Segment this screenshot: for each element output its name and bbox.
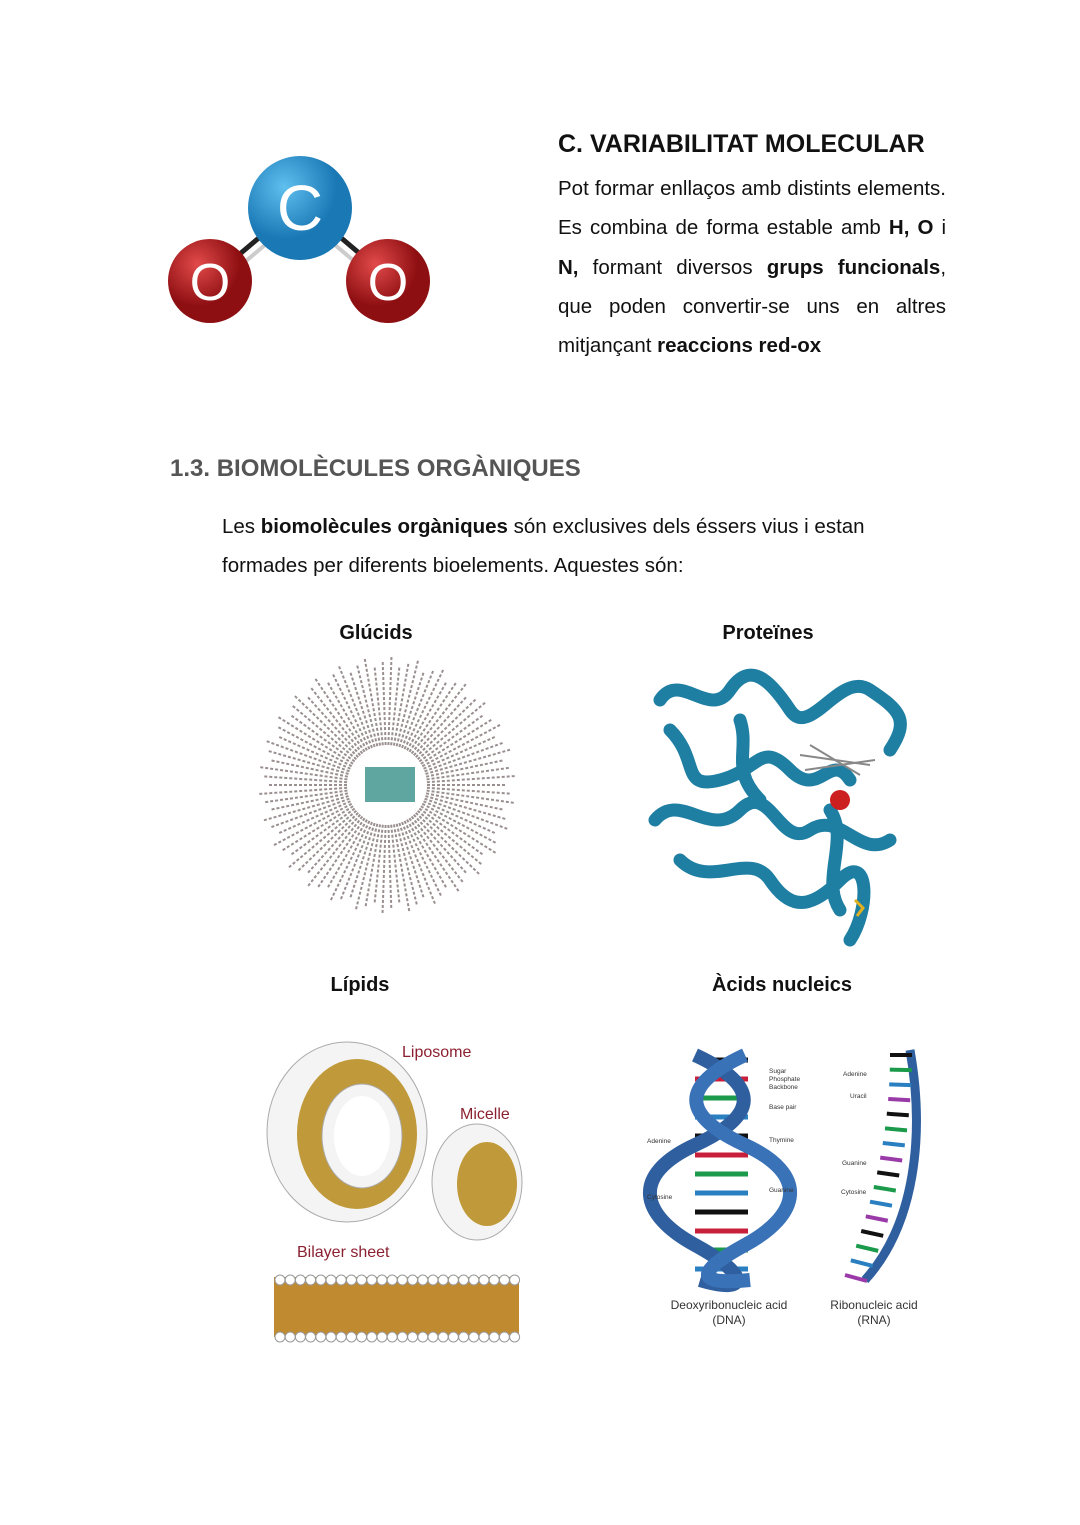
rna-label-adenine: Adenine (843, 1071, 867, 1078)
dna-label-thymine: Thymine (769, 1137, 794, 1144)
section-c-paragraph (558, 169, 946, 365)
glycogen-branch (425, 742, 505, 771)
glycogen-branch (418, 701, 487, 759)
lipid-head (479, 1275, 489, 1285)
rna-base (887, 1114, 909, 1116)
dna-label-sugar: Sugar (769, 1068, 787, 1075)
lipid-head (499, 1275, 509, 1285)
lipid-head (489, 1332, 499, 1342)
bold-text-segment: biomolècules orgàniques (260, 515, 508, 538)
rna-caption-line2: (RNA) (857, 1313, 891, 1327)
glycogenin-core (365, 767, 415, 802)
lipid-head (357, 1332, 367, 1342)
lipid-head (316, 1332, 326, 1342)
glycogen-branch (425, 799, 510, 830)
atom-o-right: O (367, 254, 409, 312)
lipid-structures-image (262, 1032, 532, 1350)
section-13-intro (222, 507, 902, 586)
protein-structure-image (640, 660, 925, 955)
glycogen-branch (270, 799, 350, 828)
rna-base (888, 1099, 910, 1100)
glycogen-branch (402, 669, 434, 748)
caption-glucids: Glúcids (339, 622, 413, 644)
lipid-head (418, 1275, 428, 1285)
glycogen-branch (265, 741, 350, 772)
section-c-title: C. VARIABILITAT MOLECULAR (558, 130, 925, 158)
rna-label-cytosine: Cytosine (841, 1189, 867, 1196)
lipid-head (469, 1275, 479, 1285)
dna-caption-line2: (DNA) (712, 1313, 746, 1327)
section-13-title: 1.3. BIOMOLÈCULES ORGÀNIQUES (170, 455, 581, 482)
lipid-head (489, 1275, 499, 1285)
lipid-head (469, 1332, 479, 1342)
dna-label-adenine: Adenine (647, 1138, 671, 1145)
rna-label-guanine: Guanine (842, 1160, 867, 1167)
caption-acids-nucleics: Àcids nucleics (711, 974, 853, 996)
lipid-head (499, 1332, 509, 1342)
glycogen-branch (382, 825, 385, 915)
lipid-head (510, 1332, 520, 1342)
lipid-head (428, 1332, 438, 1342)
lipid-head (306, 1275, 316, 1285)
rna-label-uracil: Uracil (850, 1093, 867, 1100)
dna-label-base-pair: Base pair (769, 1104, 797, 1111)
atom-c: C (276, 172, 324, 244)
text-segment: són exclusives dels éssers vius i estan formades per diferents bioelements. Aquestes són: (222, 515, 865, 578)
glucid-glycogen-image (255, 655, 520, 915)
lipid-head (275, 1332, 285, 1342)
glycogen-branch (427, 776, 517, 782)
lipid-head (326, 1275, 336, 1285)
lipid-head (336, 1332, 346, 1342)
dna-label-phosphate: Phosphate (769, 1076, 801, 1083)
text-segment: Pot formar enllaços amb distints elements. Es combina de forma estable amb (558, 177, 946, 240)
dna-caption-line1: Deoxyribonucleic acid (670, 1298, 788, 1312)
lipid-head (428, 1275, 438, 1285)
glycogen-branch (388, 655, 391, 745)
lipid-head (316, 1275, 326, 1285)
lipid-head (479, 1332, 489, 1342)
lipid-head (367, 1275, 377, 1285)
caption-proteines: Proteïnes (722, 622, 814, 644)
lipid-head (336, 1275, 346, 1285)
glycogen-branch (388, 825, 391, 910)
rna-base (866, 1216, 888, 1220)
rna-base (851, 1260, 873, 1266)
dna-label-backbone: Backbone (769, 1084, 798, 1091)
co2-molecule-image (160, 150, 440, 335)
glycogen-branch (262, 776, 347, 782)
lipid-head (326, 1332, 336, 1342)
rna-base (889, 1084, 911, 1085)
rna-base (861, 1231, 883, 1236)
label-liposome: Liposome (402, 1044, 472, 1061)
rna-base (880, 1158, 902, 1161)
lipid-head (397, 1332, 407, 1342)
glycogen-branch (287, 811, 356, 869)
lipid-head (346, 1275, 356, 1285)
lipid-head (387, 1275, 397, 1285)
dna-label-guanine: Guanine (769, 1187, 794, 1194)
dna-label-cytosine: Cytosine (647, 1194, 673, 1201)
text-segment: formant diversos (578, 255, 767, 279)
lipid-head (438, 1332, 448, 1342)
bold-text-segment: H, O (888, 216, 934, 240)
glycogen-branch (383, 660, 386, 745)
lipid-head (377, 1332, 387, 1342)
lipid-head (285, 1332, 295, 1342)
label-bilayer-sheet: Bilayer sheet (297, 1244, 390, 1261)
lipid-head (459, 1332, 469, 1342)
lipid-head (448, 1275, 458, 1285)
glycogen-branch (340, 822, 372, 901)
label-micelle: Micelle (460, 1106, 510, 1123)
text-segment: , que poden convertir-se uns en altres mitjançant (558, 255, 947, 358)
caption-lipids: Lípids (330, 974, 390, 996)
lipid-head (408, 1275, 418, 1285)
glycogen-branch (257, 788, 347, 794)
rna-base (856, 1246, 878, 1251)
lipid-head (377, 1275, 387, 1285)
lipid-head (408, 1332, 418, 1342)
lipid-head (295, 1275, 305, 1285)
lipid-head (346, 1332, 356, 1342)
rna-base (874, 1187, 896, 1191)
text-segment: Les (222, 515, 261, 538)
rna-caption-line1: Ribonucleic acid (830, 1298, 918, 1312)
lipid-head (367, 1332, 377, 1342)
lipid-head (448, 1332, 458, 1342)
lipid-head (510, 1275, 520, 1285)
lipid-head (357, 1275, 367, 1285)
lipid-head (306, 1332, 316, 1342)
dna-rna-image (640, 1045, 940, 1335)
lipid-head (275, 1275, 285, 1285)
glycogen-branch (427, 788, 512, 794)
rna-base (870, 1202, 892, 1206)
rna-base (885, 1128, 907, 1130)
bold-text-segment: reaccions red-ox (657, 334, 822, 358)
bold-text-segment: grups funcionals (766, 255, 941, 279)
lipid-head (397, 1275, 407, 1285)
lipid-head (438, 1275, 448, 1285)
lipid-head (459, 1275, 469, 1285)
lipid-head (295, 1332, 305, 1342)
lipid-head (418, 1332, 428, 1342)
rna-base (877, 1172, 899, 1175)
bold-text-segment: N, (558, 255, 579, 279)
rna-base (883, 1143, 905, 1145)
text-segment: i (933, 216, 946, 240)
lipid-head (387, 1332, 397, 1342)
lipid-head (285, 1275, 295, 1285)
atom-o-left: O (189, 254, 231, 312)
